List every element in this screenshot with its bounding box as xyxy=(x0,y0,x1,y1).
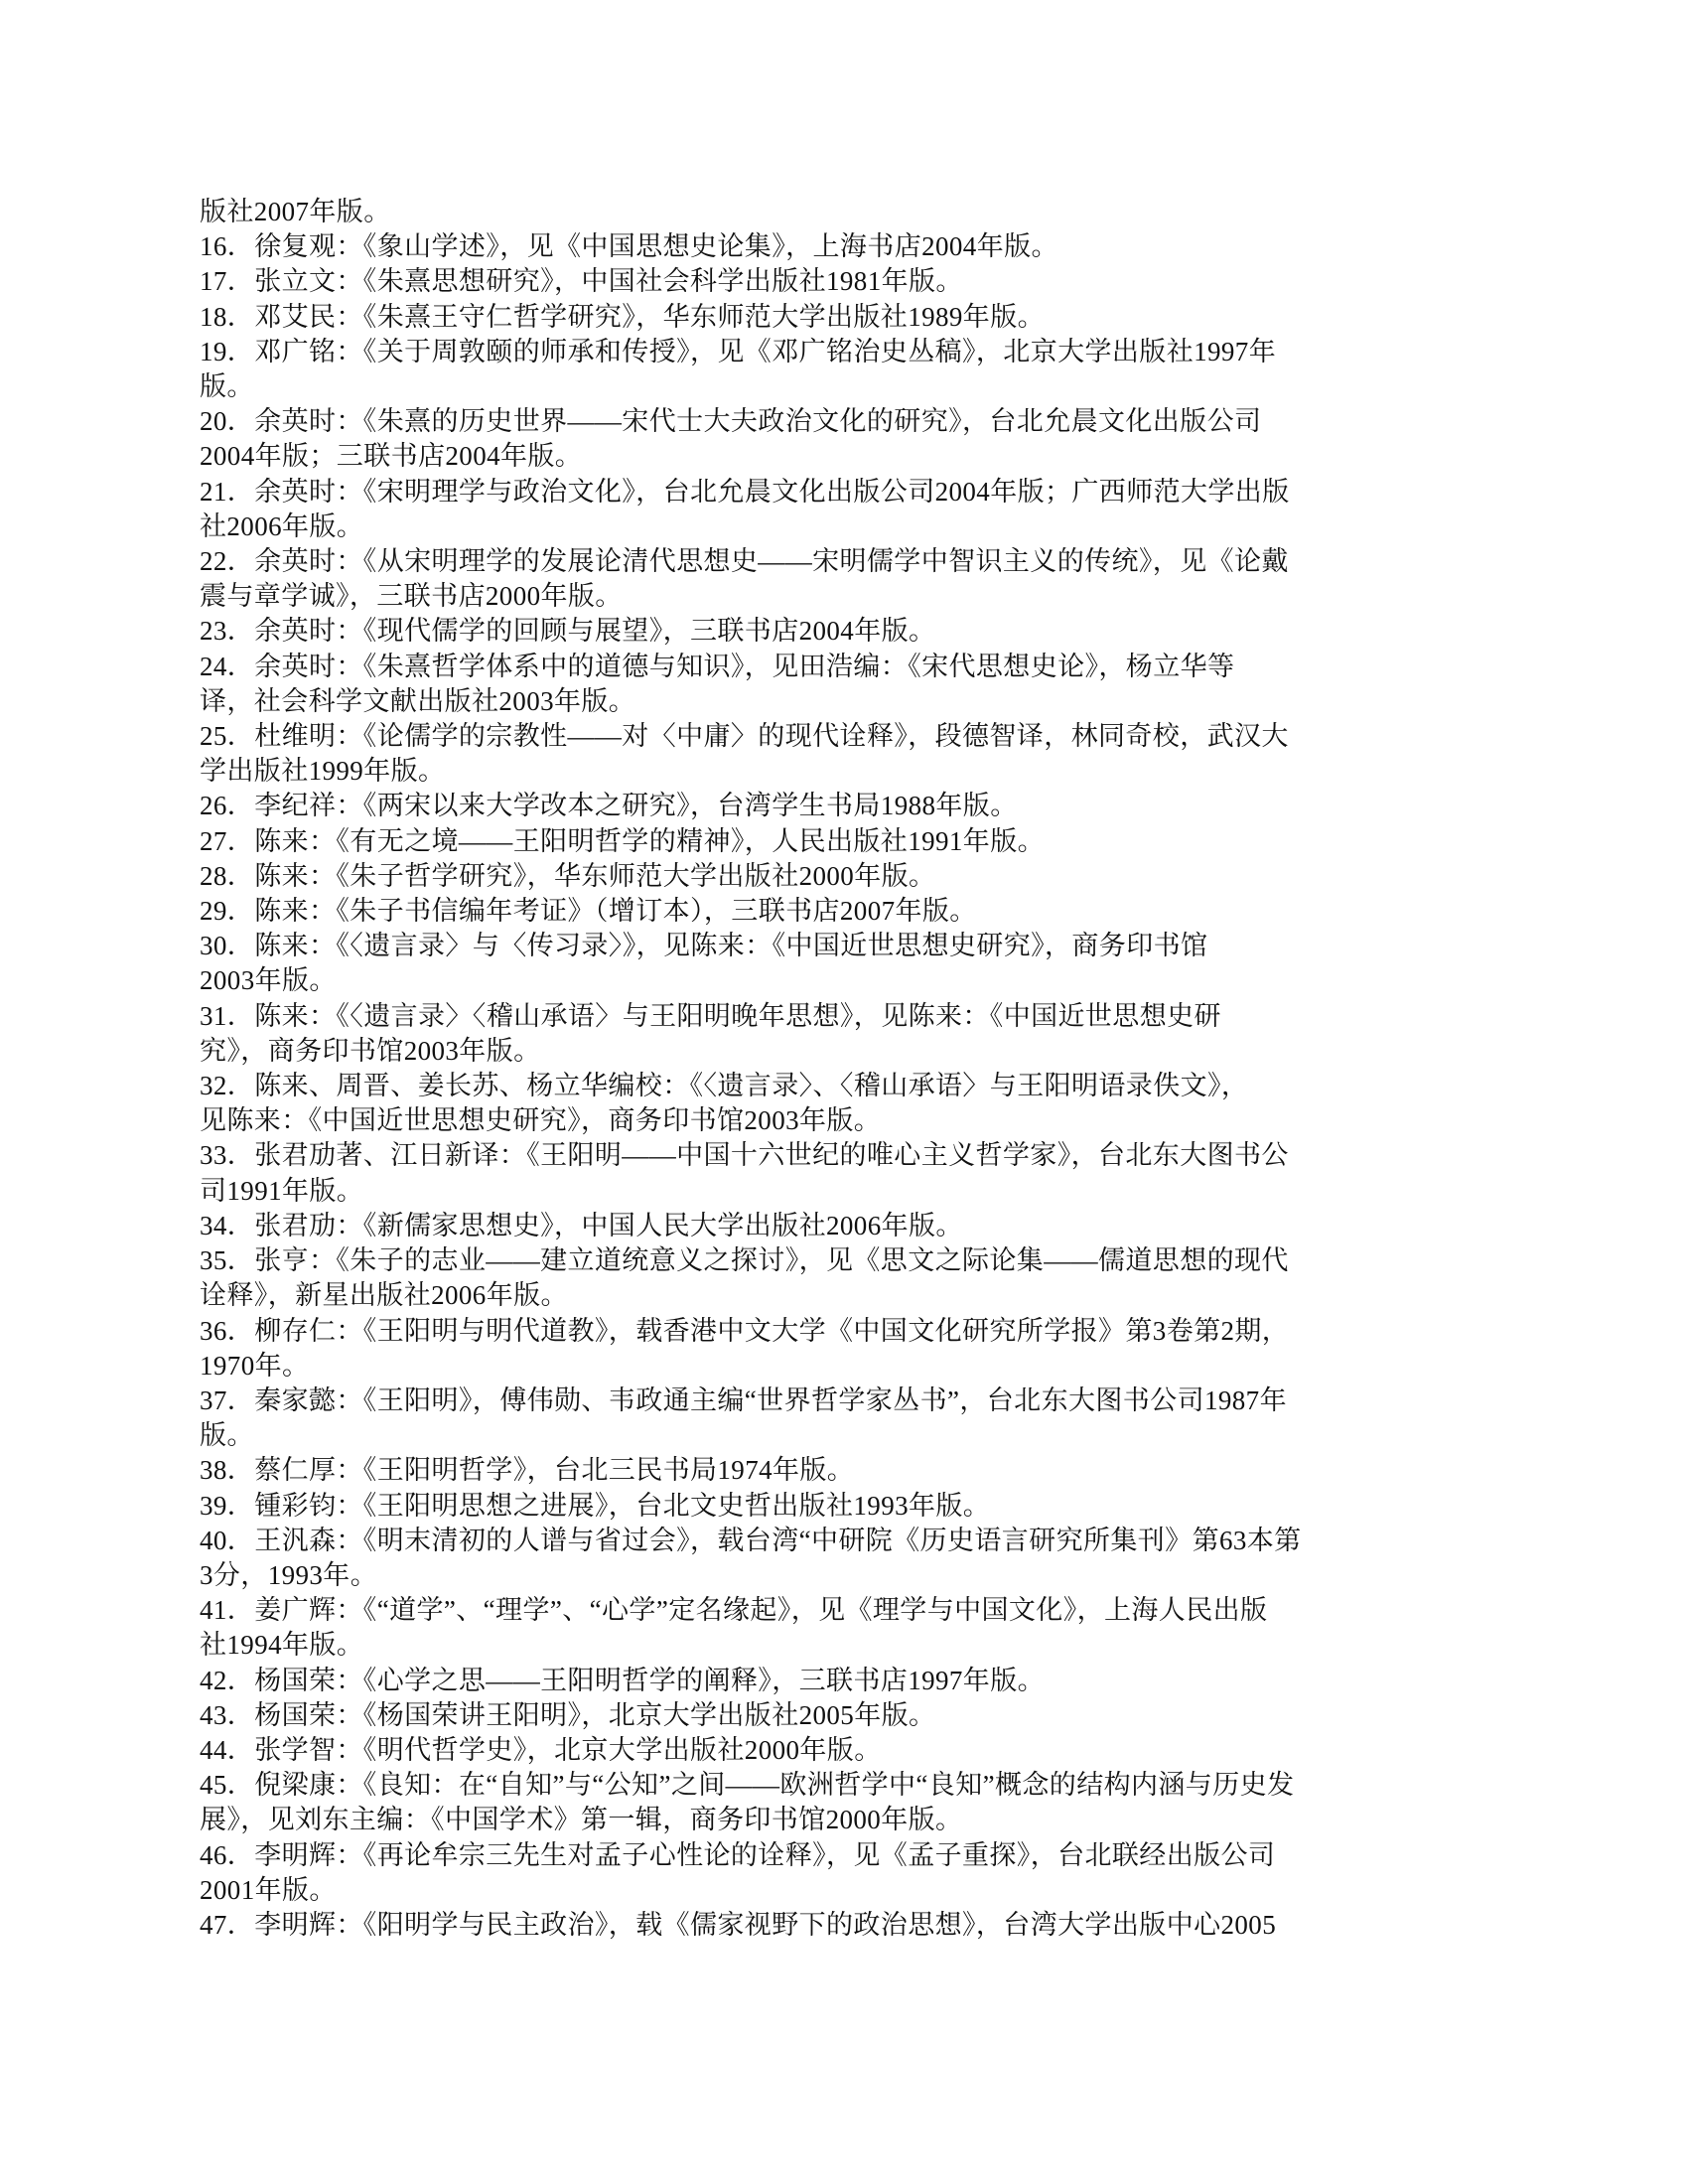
text-line: 28．陈来：《朱子哲学研究》，华东师范大学出版社2000年版。 xyxy=(200,860,936,891)
text-line: 31．陈来：《〈遗言录〉〈稽山承语〉与王阳明晚年思想》，见陈来：《中国近世思想史研 xyxy=(200,1000,1221,1031)
text-line: 社2006年版。 xyxy=(200,510,364,541)
text-line: 2001年版。 xyxy=(200,1874,337,1905)
text-line: 版。 xyxy=(200,1420,254,1451)
text-line: 46．李明辉：《再论牟宗三先生对孟子心性论的诠释》，见《孟子重探》，台北联经出版公司 xyxy=(200,1839,1276,1870)
text-line: 学出版社1999年版。 xyxy=(200,756,446,787)
text-line: 21．余英时：《宋明理学与政治文化》，台北允晨文化出版公司2004年版；广西师范大学出版 xyxy=(200,476,1290,507)
text-line: 展》，见刘东主编：《中国学术》第一辑，商务印书馆2000年版。 xyxy=(200,1805,963,1835)
text-line: 29．陈来：《朱子书信编年考证》（增订本），三联书店2007年版。 xyxy=(200,896,977,927)
text-line: 2003年版。 xyxy=(200,965,337,996)
text-line: 35．张亨：《朱子的志业——建立道统意义之探讨》，见《思文之际论集——儒道思想的现代 xyxy=(200,1245,1289,1276)
text-line: 诠释》，新星出版社2006年版。 xyxy=(200,1280,568,1311)
text-line: 18．邓艾民：《朱熹王守仁哲学研究》，华东师范大学出版社1989年版。 xyxy=(200,301,1045,332)
text-line: 39．锺彩钧：《王阳明思想之进展》，台北文史哲出版社1993年版。 xyxy=(200,1490,991,1521)
text-line: 19．邓广铭：《关于周敦颐的师承和传授》，见《邓广铭治史丛稿》，北京大学出版社1997年 xyxy=(200,336,1277,366)
text-line: 23．余英时：《现代儒学的回顾与展望》，三联书店2004年版。 xyxy=(200,616,936,647)
text-line: 22．余英时：《从宋明理学的发展论清代思想史——宋明儒学中智识主义的传统》，见《论戴 xyxy=(200,546,1289,577)
text-line: 37．秦家懿：《王阳明》，傅伟勋、韦政通主编“世界哲学家丛书”，台北东大图书公司1987年 xyxy=(200,1384,1287,1415)
text-line: 24．余英时：《朱熹哲学体系中的道德与知识》，见田浩编：《宋代思想史论》，杨立华等 xyxy=(200,651,1235,681)
text-line: 33．张君劢著、江日新译：《王阳明——中国十六世纪的唯心主义哲学家》，台北东大图书公 xyxy=(200,1140,1289,1171)
text-line: 47．李明辉：《阳明学与民主政治》，载《儒家视野下的政治思想》，台湾大学出版中心2005 xyxy=(200,1909,1277,1940)
text-line: 26．李纪祥：《两宋以来大学改本之研究》，台湾学生书局1988年版。 xyxy=(200,791,1018,821)
text-line: 45．倪梁康：《良知：在“自知”与“公知”之间——欧洲哲学中“良知”概念的结构内涵与历史发 xyxy=(200,1770,1295,1801)
text-line: 见陈来：《中国近世思想史研究》，商务印书馆2003年版。 xyxy=(200,1105,882,1136)
text-line: 3分，1993年。 xyxy=(200,1559,378,1590)
text-line: 43．杨国荣：《杨国荣讲王阳明》，北京大学出版社2005年版。 xyxy=(200,1699,936,1730)
text-line: 25．杜维明：《论儒学的宗教性——对〈中庸〉的现代诠释》，段德智译，林同奇校，武汉大 xyxy=(200,721,1289,752)
text-line: 版。 xyxy=(200,371,254,402)
text-line: 社1994年版。 xyxy=(200,1630,364,1661)
text-line: 17．张立文：《朱熹思想研究》，中国社会科学出版社1981年版。 xyxy=(200,266,963,297)
text-line: 32．陈来、周晋、姜长苏、杨立华编校：《〈遗言录〉、〈稽山承语〉与王阳明语录佚文》， xyxy=(200,1071,1249,1101)
text-line: 司1991年版。 xyxy=(200,1175,364,1206)
text-line: 20．余英时：《朱熹的历史世界——宋代士大夫政治文化的研究》，台北允晨文化出版公司 xyxy=(200,406,1262,437)
text-line: 38．蔡仁厚：《王阳明哲学》，台北三民书局1974年版。 xyxy=(200,1455,855,1486)
text-line: 16．徐复观：《象山学述》，见《中国思想史论集》，上海书店2004年版。 xyxy=(200,231,1058,262)
text-line: 27．陈来：《有无之境——王阳明哲学的精神》，人民出版社1991年版。 xyxy=(200,825,1045,856)
bibliography-page xyxy=(200,195,1480,1943)
text-line: 40．王汎森：《明末清初的人谱与省过会》，载台湾“中研院《历史语言研究所集刊》第63本第 xyxy=(200,1525,1302,1555)
text-line: 震与章学诚》，三联书店2000年版。 xyxy=(200,581,623,612)
text-line: 究》，商务印书馆2003年版。 xyxy=(200,1035,541,1066)
text-line: 42．杨国荣：《心学之思——王阳明哲学的阐释》，三联书店1997年版。 xyxy=(200,1665,1045,1695)
text-line: 1970年。 xyxy=(200,1350,310,1381)
text-line: 36．柳存仁：《王阳明与明代道教》，载香港中文大学《中国文化研究所学报》第3卷第2期， xyxy=(200,1315,1290,1346)
text-line: 译，社会科学文献出版社2003年版。 xyxy=(200,685,636,716)
text-line: 30．陈来：《〈遗言录〉与〈传习录〉》，见陈来：《中国近世思想史研究》，商务印书馆 xyxy=(200,931,1208,961)
text-line: 44．张学智：《明代哲学史》，北京大学出版社2000年版。 xyxy=(200,1734,882,1765)
text-line: 34．张君劢：《新儒家思想史》，中国人民大学出版社2006年版。 xyxy=(200,1210,963,1240)
text-line: 版社2007年版。 xyxy=(200,197,391,226)
text-line: 41．姜广辉：《“道学”、“理学”、“心学”定名缘起》，见《理学与中国文化》，上海人民出版 xyxy=(200,1595,1268,1626)
text-line: 2004年版；三联书店2004年版。 xyxy=(200,441,583,472)
